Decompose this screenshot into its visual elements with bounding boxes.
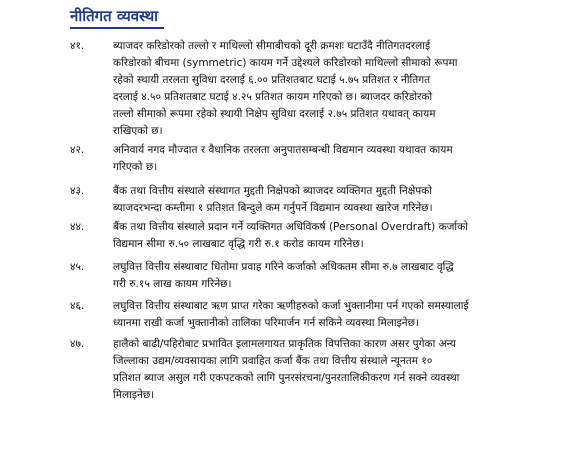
item-text [113,142,527,176]
item-line: मिलाइनेछ। [113,389,155,401]
item-line: गरी रु.१५ लाख कायम गरिनेछ। [113,278,232,290]
item-line: दरलाई ४.५० प्रतिशतबाट घटाई ४.२५ प्रतिशत कायम गरिएको छ। ब्याजदर करिडोरको [113,91,433,103]
item-text [113,298,527,332]
item-line: हालैको बाढी/पहिरोबाट प्रभावित इलामलगायत प्राकृतिक विपत्तिका कारण असर पुगेका अन्य [113,338,456,350]
item-text [113,38,527,140]
item-line: अनिवार्य नगद मौज्दात र वैधानिक तरलता अनुपातसम्बन्धी विद्यमान व्यवस्था यथावत कायम [113,144,453,156]
item-line: प्रतिशत ब्याज असुल गरी एकपटकको लागि पुनरसंरचना/पुनरतालिकीकरण गर्न सक्ने व्यवस्था [113,372,460,384]
item-line: ब्याजदरभन्दा कम्तीमा १ प्रतिशत बिन्दुले कम गर्नुपर्ने विद्यमान व्यवस्था खारेज गरिनेछ। [113,202,433,214]
item-number: ४५. [70,261,85,273]
item-line: राखिएको छ। [113,125,163,137]
item-number: ४६. [70,300,85,312]
item-number: ४७. [70,338,85,350]
item-line: ध्यानमा राखी कर्जा भुक्तानीको तालिका परिमार्जन गर्न सकिने व्यवस्था मिलाइनेछ। [113,317,419,329]
item-number: ४४. [70,221,85,233]
item-line: बैंक तथा वित्तीय संस्थाले संस्थागत मुद्दती निक्षेपको ब्याजदर व्यक्तिगत मुद्दती निक्षेपको [113,185,432,197]
item-line: जिल्लाका उद्यम/व्यवसायका लागि प्रवाहित कर्जा बैंक तथा वित्तीय संस्थाले न्यूनतम १० [113,355,433,367]
item-line: बैंक तथा वित्तीय संस्थाले प्रदान गर्ने व्यक्तिगत अधिविकर्ष (Personal Overdraft) कर्जाको [113,221,468,233]
item-line: लघुवित्त वित्तीय संस्थाबाट धितोमा प्रवाह गरिने कर्जाको अधिकतम सीमा रु.७ लाखबाट वृद्धि [113,261,454,273]
item-line: करिडोरको बीचमा (symmetric) कायम गर्ने उद्देश्यले करिडोरको माथिल्लो सीमाको रूपमा [113,57,458,69]
item-line: गरिएको छ। [113,161,158,173]
item-text [113,219,527,253]
item-line: रहेको स्थायी तरलता सुविधा दरलाई ६.०० प्रतिशतबाट घटाई ५.७५ प्रतिशत र नीतिगत [113,74,431,86]
item-line: ब्याजदर करिडोरको तल्लो र माथिल्लो सीमाबीचको दूरी क्रमशः घटाउँदै नीतिगतदरलाई [113,40,431,52]
item-text [113,259,527,293]
item-number: ४२. [70,144,85,156]
item-text [113,336,527,404]
item-text [113,183,527,217]
item-number: ४१. [70,40,85,52]
item-line: विद्यमान सीमा रु.५० लाखबाट वृद्धि गरी रु.१ करोड कायम गरिनेछ। [113,238,364,250]
item-number: ४३. [70,185,85,197]
section-heading: नीतिगत व्यवस्था [70,7,159,25]
item-line: तल्लो सीमाको रूपमा रहेको स्थायी निक्षेप सुविधा दरलाई २.७५ प्रतिशत यथावत् कायम [113,108,436,120]
item-line: लघुवित्त वित्तीय संस्थाबाट ऋण प्राप्त गरेका ऋणीहरुको कर्जा भुक्तानीमा पर्न गएको समस्यालाई [113,300,469,312]
heading-underline [70,27,164,29]
